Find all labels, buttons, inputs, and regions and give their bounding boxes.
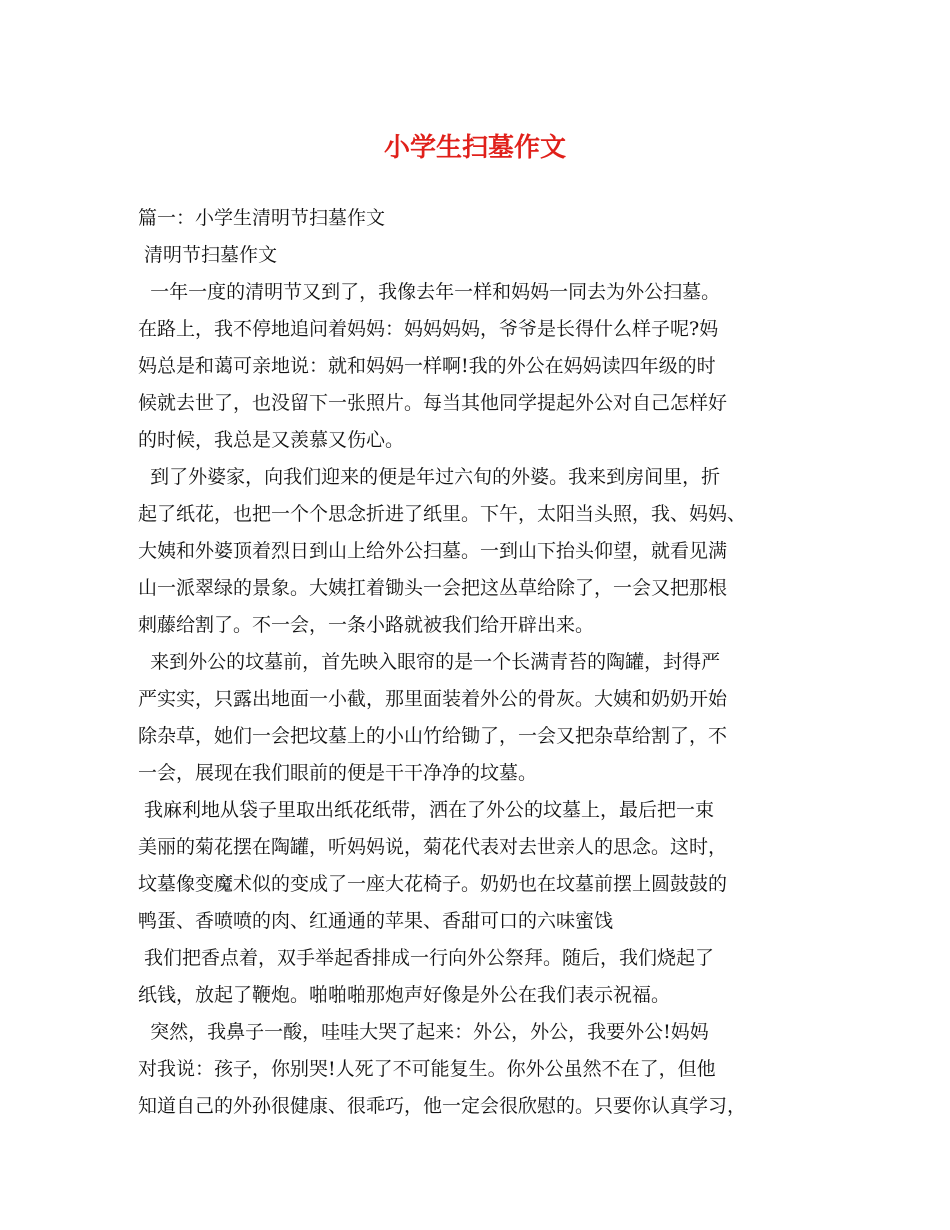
- text-line: 我麻利地从袋子里取出纸花纸带，洒在了外公的坟墓上，最后把一束: [138, 799, 715, 821]
- text-line: 知道自己的外孙很健康、很乖巧，他一定会很欣慰的。只要你认真学习，: [138, 1095, 747, 1117]
- text-line: 对我说：孩子，你别哭!人死了不可能复生。你外公虽然不在了，但他: [138, 1058, 716, 1080]
- text-line: 突然，我鼻子一酸，哇哇大哭了起来：外公，外公，我要外公!妈妈: [138, 1021, 709, 1043]
- text-line: 妈总是和蔼可亲地说：就和妈妈一样啊!我的外公在妈妈读四年级的时: [138, 355, 716, 377]
- text-line: 一会，展现在我们眼前的便是干干净净的坟墓。: [138, 762, 538, 784]
- document-title: 小学生扫墓作文: [383, 133, 566, 163]
- text-line: 一年一度的清明节又到了，我像去年一样和妈妈一同去为外公扫墓。: [138, 281, 721, 303]
- text-line: 坟墓像变魔术似的变成了一座大花椅子。奶奶也在坟墓前摆上圆鼓鼓的: [138, 873, 728, 895]
- text-line: 在路上，我不停地追问着妈妈：妈妈妈妈，爷爷是长得什么样子呢?妈: [138, 318, 719, 340]
- text-line: 起了纸花，也把一个个思念折进了纸里。下午，太阳当头照，我、妈妈、: [138, 503, 747, 525]
- document-body: [138, 200, 828, 1125]
- text-line: 篇一：小学生清明节扫墓作文: [138, 207, 386, 229]
- text-line: 的时候，我总是又羡慕又伤心。: [138, 429, 405, 451]
- text-line: 来到外公的坟墓前，首先映入眼帘的是一个长满青苔的陶罐，封得严: [138, 651, 721, 673]
- text-line: 鸭蛋、香喷喷的肉、红通通的苹果、香甜可口的六味蜜饯: [138, 910, 614, 932]
- text-line: 大姨和外婆顶着烈日到山上给外公扫墓。一到山下抬头仰望，就看见满: [138, 540, 728, 562]
- text-line: 我们把香点着，双手举起香排成一行向外公祭拜。随后，我们烧起了: [138, 947, 715, 969]
- text-line: 山一派翠绿的景象。大姨扛着锄头一会把这丛草给除了，一会又把那根: [138, 577, 728, 599]
- text-line: 到了外婆家，向我们迎来的便是年过六旬的外婆。我来到房间里，折: [138, 466, 721, 488]
- text-line: 美丽的菊花摆在陶罐，听妈妈说，菊花代表对去世亲人的思念。这时，: [138, 836, 728, 858]
- text-line: 清明节扫墓作文: [138, 244, 278, 266]
- text-line: 纸钱，放起了鞭炮。啪啪啪那炮声好像是外公在我们表示祝福。: [138, 984, 671, 1006]
- text-line: 刺藤给割了。不一会，一条小路就被我们给开辟出来。: [138, 614, 595, 636]
- text-line: 除杂草，她们一会把坟墓上的小山竹给锄了，一会又把杂草给割了，不: [138, 725, 728, 747]
- text-line: 候就去世了，也没留下一张照片。每当其他同学提起外公对自己怎样好: [138, 392, 728, 414]
- text-line: 严实实，只露出地面一小截，那里面装着外公的骨灰。大姨和奶奶开始: [138, 688, 728, 710]
